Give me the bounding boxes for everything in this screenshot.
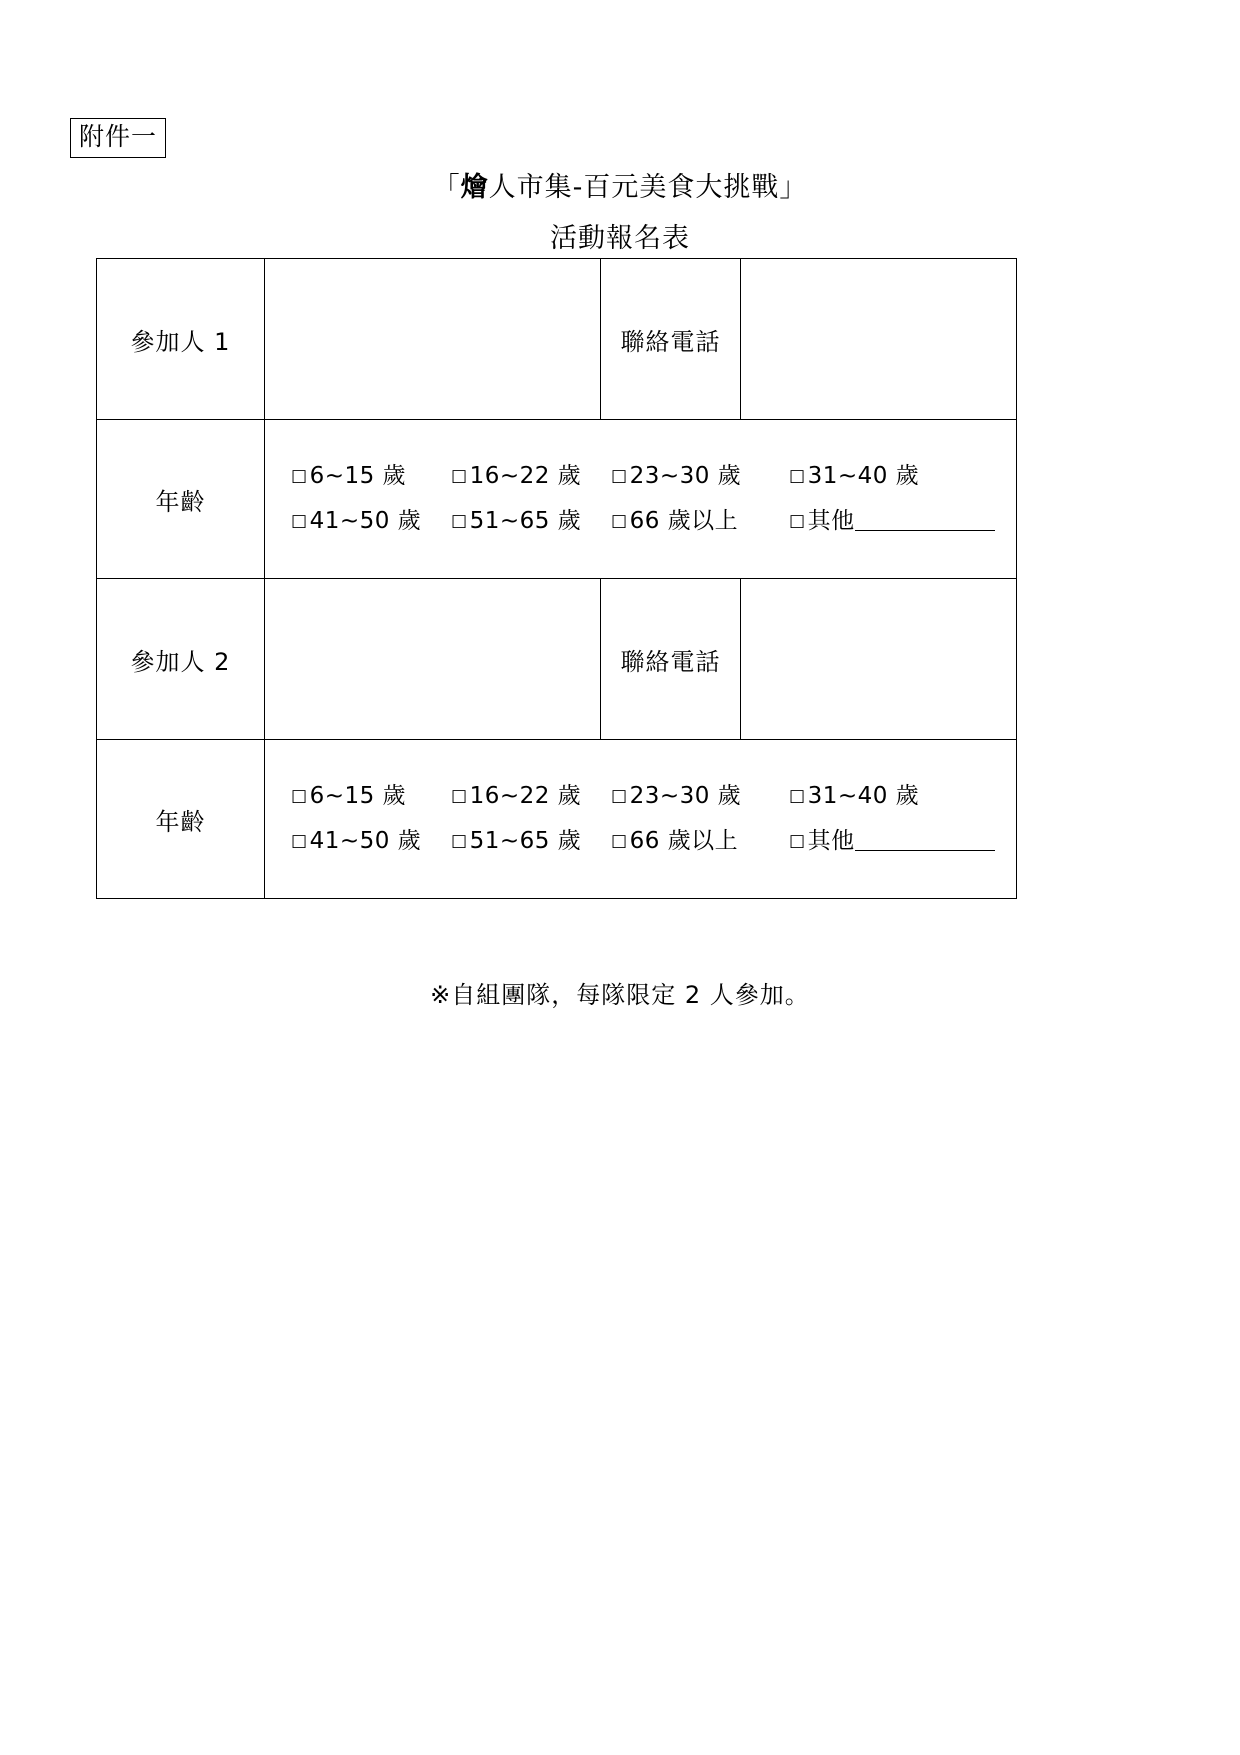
participant2-tel-label: 聯絡電話 [601,579,741,740]
registration-table [96,258,1017,899]
checkbox-icon[interactable]: □ [789,831,806,851]
age-option-label: 31~40 歲 [807,783,920,810]
age-options-content [265,774,1016,864]
participant2-label: 參加人 2 [97,579,265,740]
age-options-line2 [291,819,1016,864]
age-option-16-22[interactable] [451,774,611,819]
age-option-51-65[interactable] [451,819,611,864]
age-option-16-22[interactable] [451,454,611,499]
table-row [97,740,1017,899]
age-option-41-50[interactable] [291,499,451,544]
participant2-tel-field[interactable] [741,579,1017,740]
checkbox-icon[interactable]: □ [611,511,628,531]
checkbox-icon[interactable]: □ [291,511,308,531]
age-option-label: 16~22 歲 [469,783,582,810]
age-option-label: 66 歲以上 [629,828,739,854]
age-option-other[interactable] [789,819,995,864]
participant1-age-label: 年齡 [97,420,265,579]
title-rest: 人市集-百元美食大挑戰 [488,172,780,203]
checkbox-icon[interactable]: □ [451,786,468,807]
age-option-label: 66 歲以上 [629,508,739,534]
checkbox-icon[interactable]: □ [291,831,308,851]
age-option-label: 6~15 歲 [309,783,407,810]
title-block [0,168,1240,259]
table-row [97,420,1017,579]
age-option-label: 51~65 歲 [469,828,582,854]
title-suffix: 」 [779,172,808,203]
age-option-label: 其他 [807,508,855,534]
attachment-tag: 附件一 [70,118,166,158]
table-row [97,579,1017,740]
participant2-name-field[interactable] [265,579,601,740]
checkbox-icon[interactable]: □ [291,786,308,807]
checkbox-icon[interactable]: □ [789,466,806,487]
page-title [0,168,1240,209]
age-option-51-65[interactable] [451,499,611,544]
checkbox-icon[interactable]: □ [611,786,628,807]
participant1-tel-field[interactable] [741,259,1017,420]
age-option-66-plus[interactable] [611,819,789,864]
checkbox-icon[interactable]: □ [451,466,468,487]
age-options-line2 [291,499,1016,544]
age-option-31-40[interactable] [789,774,919,819]
checkbox-icon[interactable]: □ [789,786,806,807]
age-option-41-50[interactable] [291,819,451,864]
age-option-label: 23~30 歲 [629,783,742,810]
age-option-label: 23~30 歲 [629,463,742,490]
age-option-label: 16~22 歲 [469,463,582,490]
age-option-label: 41~50 歲 [309,508,422,534]
age-other-input[interactable] [855,508,995,531]
footer-note: ※自組團隊，每隊限定 2 人參加。 [430,981,810,1009]
age-option-label: 6~15 歲 [309,463,407,490]
age-option-6-15[interactable] [291,454,451,499]
age-options-line1 [291,774,1016,819]
checkbox-icon[interactable]: □ [611,831,628,851]
age-options-line1 [291,454,1016,499]
checkbox-icon[interactable]: □ [291,466,308,487]
checkbox-icon[interactable]: □ [451,511,468,531]
age-option-label: 其他 [807,828,855,854]
age-option-66-plus[interactable] [611,499,789,544]
participant2-age-options [265,740,1017,899]
title-emphasis: 燴 [460,172,489,203]
checkbox-icon[interactable]: □ [451,831,468,851]
participant1-name-field[interactable] [265,259,601,420]
table-row [97,259,1017,420]
title-prefix: 「 [432,172,461,203]
age-option-label: 51~65 歲 [469,508,582,534]
participant2-age-label: 年齡 [97,740,265,899]
age-option-31-40[interactable] [789,454,919,499]
participant1-label: 參加人 1 [97,259,265,420]
checkbox-icon[interactable]: □ [789,511,806,531]
age-option-23-30[interactable] [611,454,789,499]
age-options-content [265,454,1016,544]
participant1-tel-label: 聯絡電話 [601,259,741,420]
page-subtitle: 活動報名表 [550,222,690,254]
age-option-label: 41~50 歲 [309,828,422,854]
checkbox-icon[interactable]: □ [611,466,628,487]
age-option-other[interactable] [789,499,995,544]
age-other-input[interactable] [855,828,995,851]
age-option-label: 31~40 歲 [807,463,920,490]
participant1-age-options [265,420,1017,579]
age-option-23-30[interactable] [611,774,789,819]
age-option-6-15[interactable] [291,774,451,819]
